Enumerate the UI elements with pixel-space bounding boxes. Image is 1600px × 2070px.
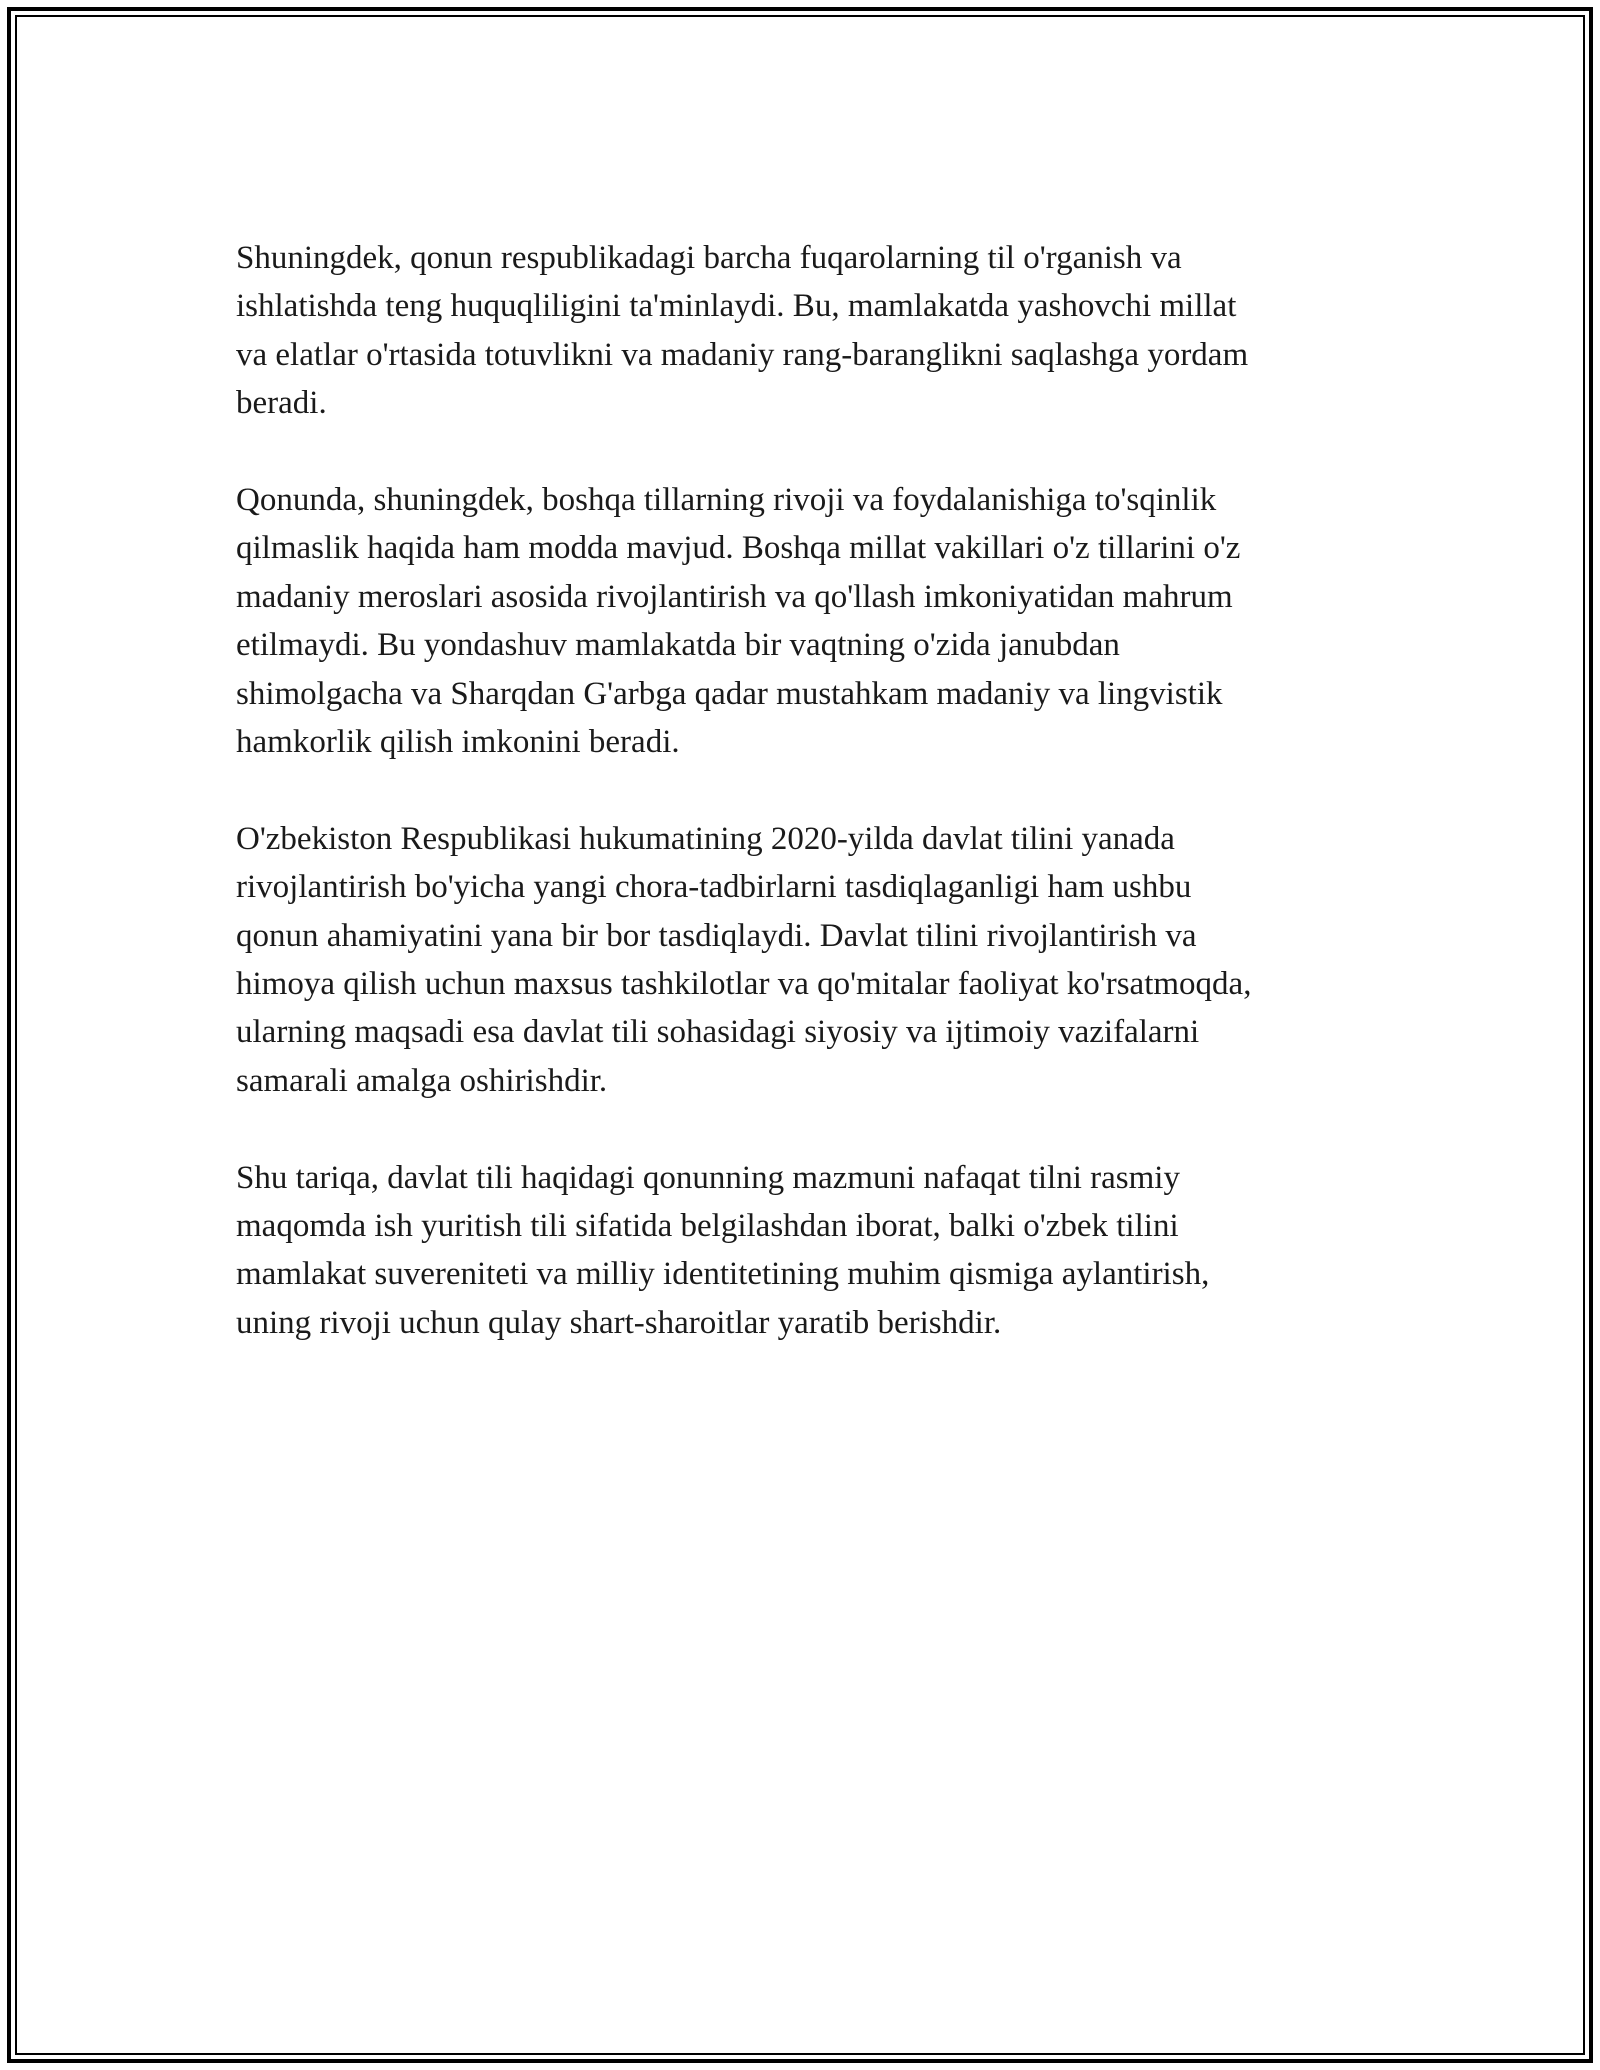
paragraph-3: [236, 815, 1386, 1105]
text-line: shimolgacha va Sharqdan G'arbga qadar mustahkam madaniy va lingvistik: [236, 675, 1223, 712]
text-line: maqomda ish yuritish tili sifatida belgilashdan iborat, balki o'zbek tilini: [236, 1208, 1179, 1245]
paragraph-1: [236, 234, 1386, 428]
text-line: uning rivoji uchun qulay shart-sharoitlar yaratib berishdir.: [236, 1304, 1002, 1341]
text-line: O'zbekiston Respublikasi hukumatining 2020-yilda davlat tilini yanada: [236, 820, 1175, 857]
text-line: etilmaydi. Bu yondashuv mamlakatda bir vaqtning o'zida janubdan: [236, 627, 1120, 664]
text-line: madaniy meroslari asosida rivojlantirish va qo'llash imkoniyatidan mahrum: [236, 578, 1233, 615]
document-body: [236, 234, 1386, 1396]
text-line: va elatlar o'rtasida totuvlikni va madaniy rang-baranglikni saqlashga yordam: [236, 336, 1249, 373]
text-line: himoya qilish uchun maxsus tashkilotlar va qo'mitalar faoliyat ko'rsatmoqda,: [236, 966, 1252, 1003]
text-line: rivojlantirish bo'yicha yangi chora-tadbirlarni tasdiqlaganligi ham ushbu: [236, 869, 1192, 906]
text-line: samarali amalga oshirishdir.: [236, 1062, 608, 1099]
paragraph-4: [236, 1154, 1386, 1348]
text-line: Qonunda, shuningdek, boshqa tillarning rivoji va foydalanishiga to'sqinlik: [236, 482, 1217, 519]
text-line: ishlatishda teng huquqliligini ta'minlaydi. Bu, mamlakatda yashovchi millat: [236, 288, 1237, 325]
text-line: mamlakat suvereniteti va milliy identitetining muhim qismiga aylantirish,: [236, 1256, 1210, 1293]
text-line: ularning maqsadi esa davlat tili sohasidagi siyosiy va ijtimoiy vazifalarni: [236, 1014, 1200, 1051]
text-line: Shu tariqa, davlat tili haqidagi qonunning mazmuni nafaqat tilni rasmiy: [236, 1159, 1180, 1196]
text-line: qilmaslik haqida ham modda mavjud. Boshqa millat vakillari o'z tillarini o'z: [236, 530, 1241, 567]
text-line: Shuningdek, qonun respublikadagi barcha fuqarolarning til o'rganish va: [236, 240, 1182, 276]
paragraph-2: [236, 476, 1386, 766]
text-line: qonun ahamiyatini yana bir bor tasdiqlaydi. Davlat tilini rivojlantirish va: [236, 917, 1197, 954]
text-line: beradi.: [236, 385, 327, 422]
text-line: hamkorlik qilish imkonini beradi.: [236, 724, 680, 761]
